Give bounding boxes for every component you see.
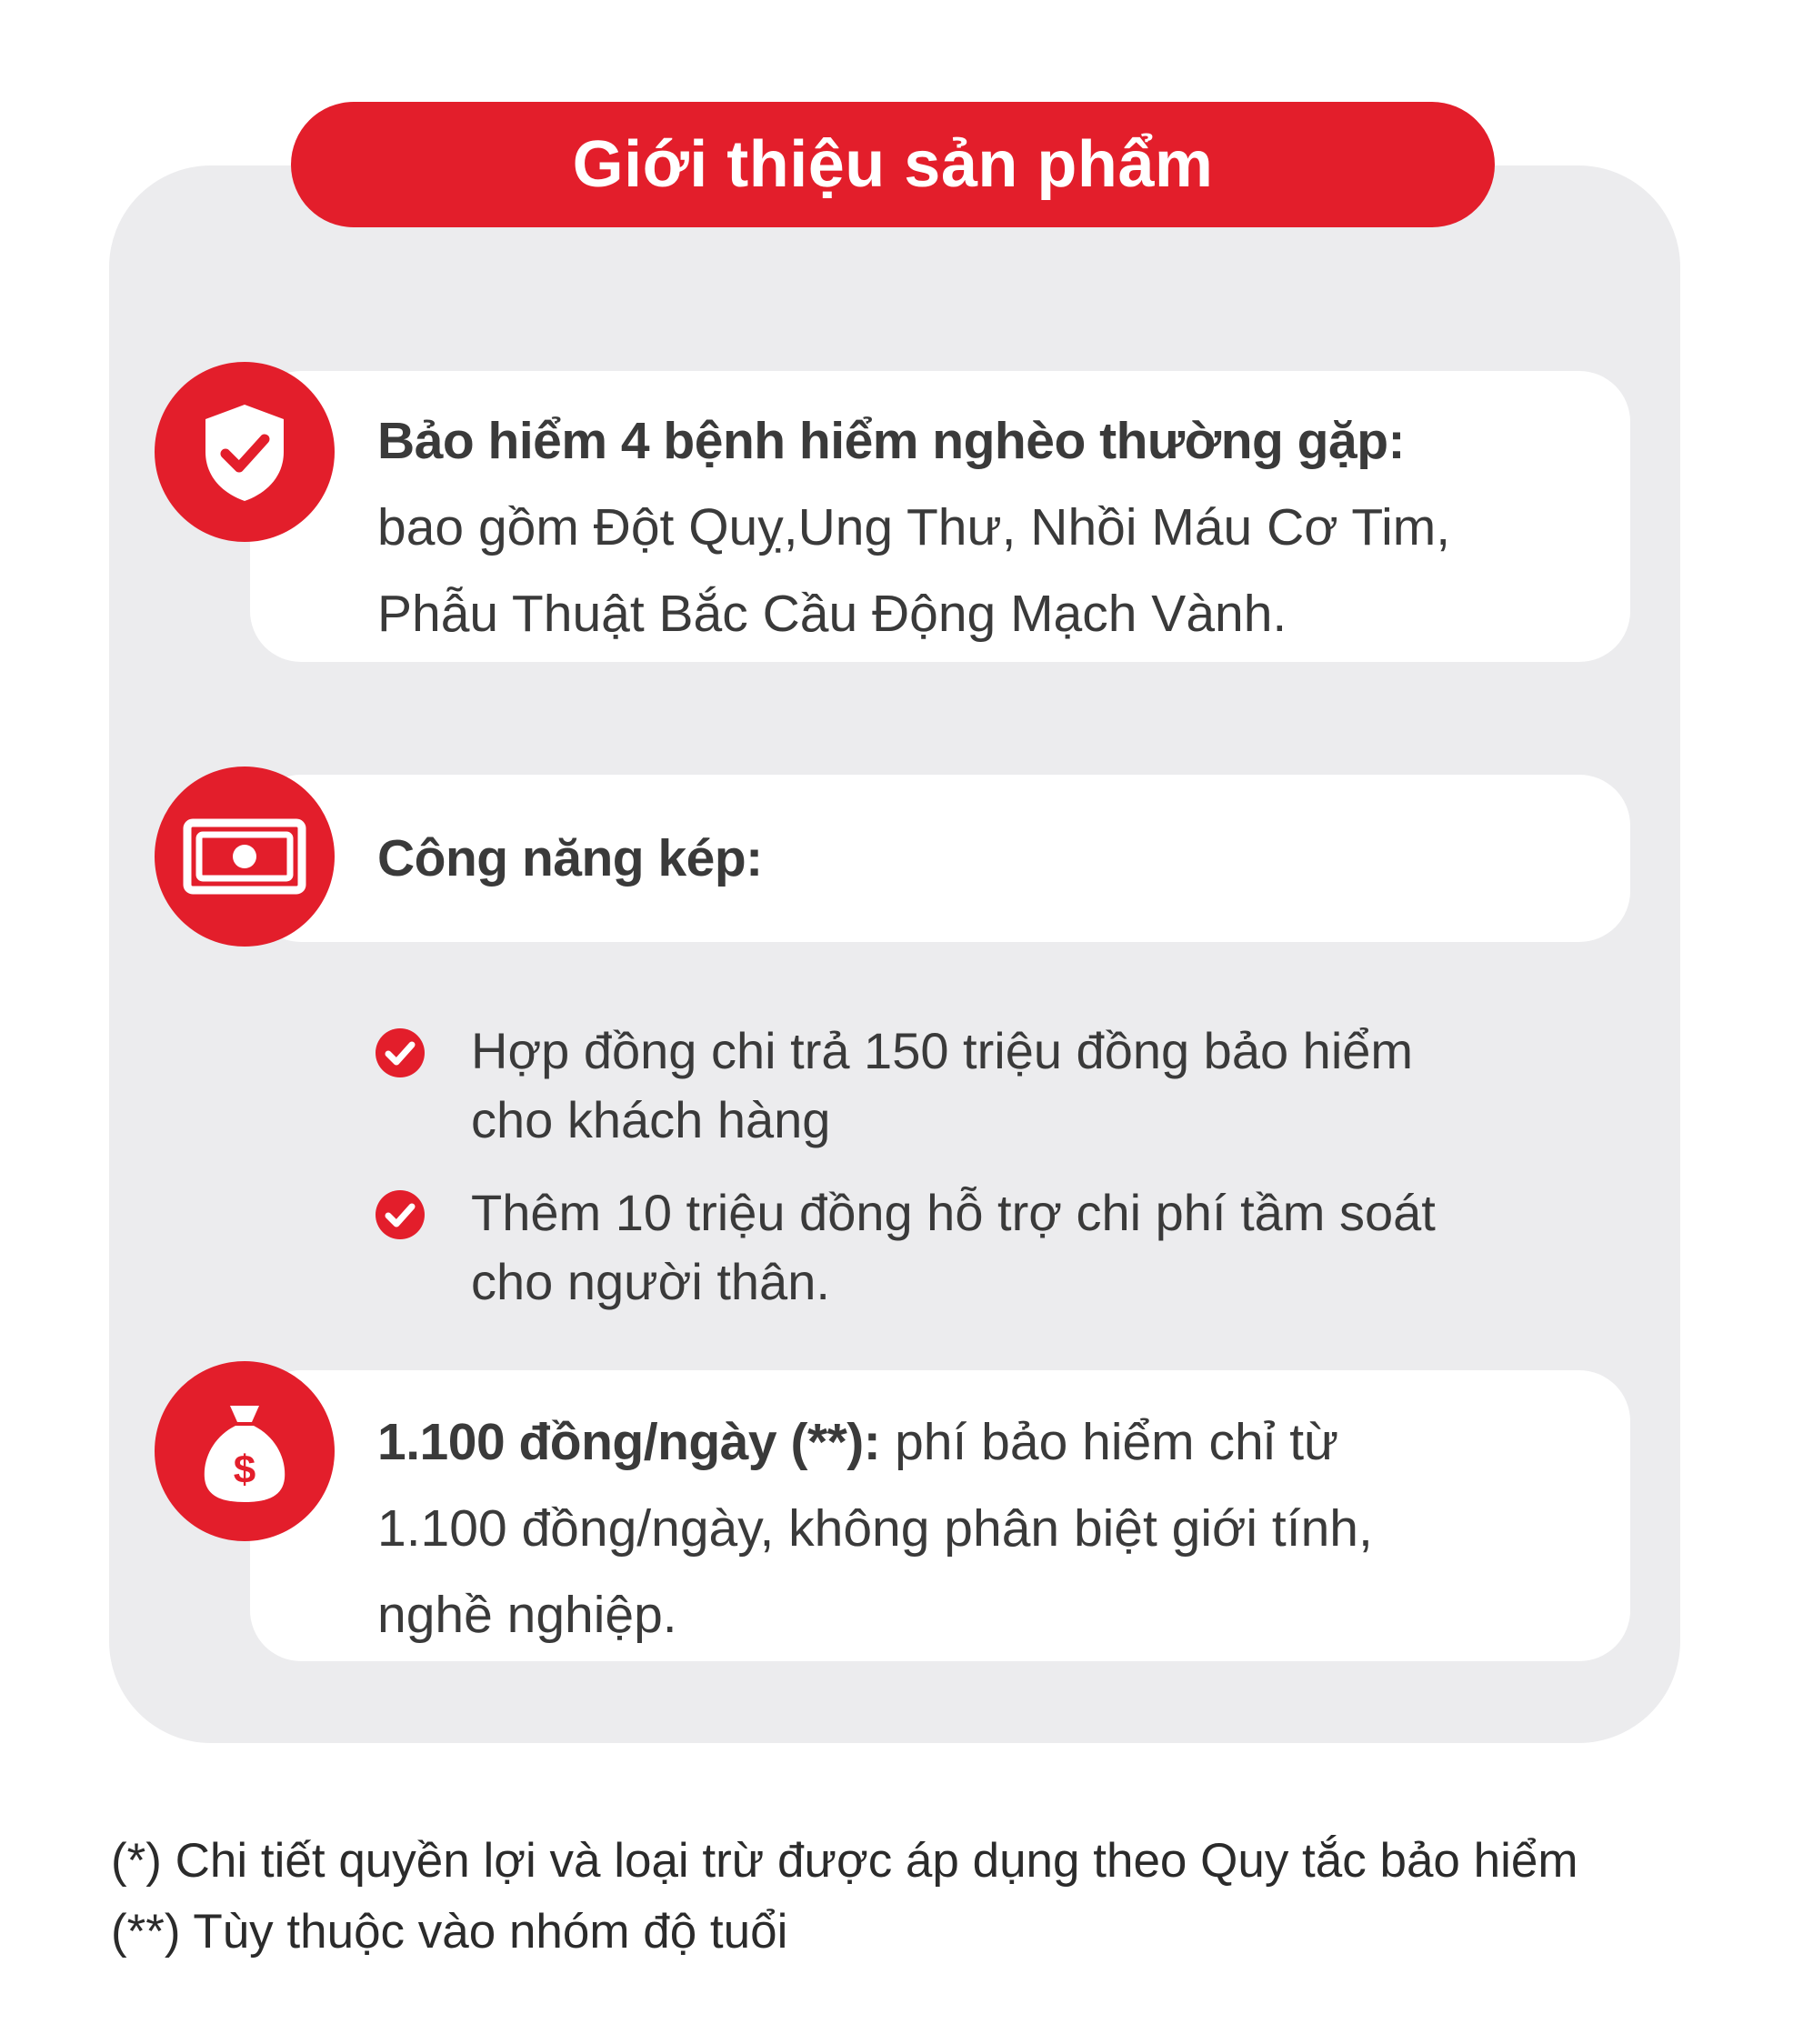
benefit-text [471,1178,1526,1317]
benefit-item [373,1178,1555,1317]
benefit-line: Thêm 10 triệu đồng hỗ trợ chi phí tầm soát [471,1184,1436,1241]
feature-heading: Bảo hiểm 4 bệnh hiểm nghèo thường gặp: [377,412,1405,470]
check-circle-icon [373,1187,427,1242]
page-title: Giới thiệu sản phẩm [572,128,1214,201]
title-banner [291,102,1495,227]
feature-text-line [377,1399,1594,1486]
feature-card-critical-illness [250,371,1630,662]
check-circle-icon [373,1026,427,1080]
shield-check-icon [155,362,335,542]
feature-heading: 1.100 đồng/ngày (**): [377,1413,881,1471]
feature-heading: Công năng kép: [377,828,763,887]
footnote: (**) Tùy thuộc vào nhóm độ tuổi [111,1905,788,1959]
feature-card-dual-function [250,775,1630,942]
benefit-line: cho khách hàng [471,1091,831,1148]
feature-text-line: 1.100 đồng/ngày, không phân biệt giới tính, [377,1499,1373,1558]
benefit-text [471,1017,1526,1155]
feature-text-line: bao gồm Đột Quỵ,Ung Thư, Nhồi Máu Cơ Tim, [377,498,1451,556]
benefit-item [373,1017,1555,1155]
feature-text-line: nghề nghiệp. [377,1586,677,1644]
banknote-icon [155,766,335,947]
svg-text:$: $ [233,1448,256,1492]
feature-text-line: Phẫu Thuật Bắc Cầu Động Mạch Vành. [377,585,1287,643]
footnote: (*) Chi tiết quyền lợi và loại trừ được áp dụng theo Quy tắc bảo hiểm [111,1834,1578,1888]
feature-card-premium [250,1370,1630,1661]
benefit-line: cho người thân. [471,1253,830,1310]
money-bag-icon [155,1361,335,1541]
feature-text: phí bảo hiểm chỉ từ [880,1413,1339,1471]
benefit-line: Hợp đồng chi trả 150 triệu đồng bảo hiểm [471,1022,1414,1079]
